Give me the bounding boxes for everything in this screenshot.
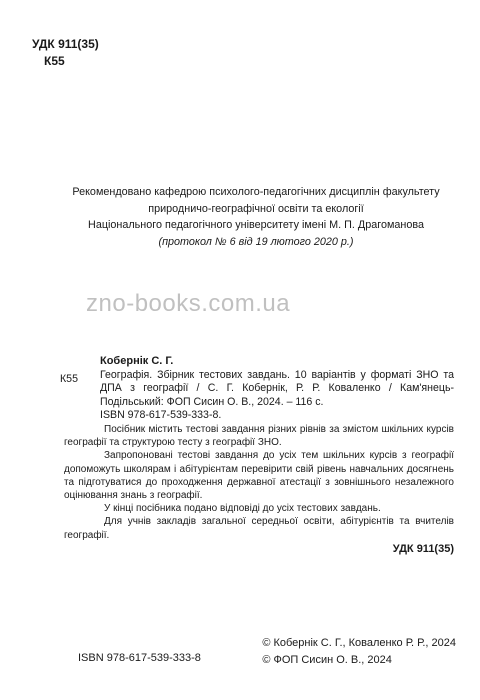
isbn-line: ISBN 978-617-539-333-8. xyxy=(100,409,222,422)
bibliographic-record xyxy=(60,355,454,556)
annotation-paragraph-1: Посібник містить тестові завдання різних рівнів за змістом шкільних курсів географії та структурою тесту з географії ЗНО. xyxy=(64,423,454,449)
recommendation-line-3: Національного педагогічного університету імені М. П. Драгоманова xyxy=(88,219,424,231)
copyright-authors: © Кобернік С. Г., Коваленко Р. Р., 2024 xyxy=(262,637,456,649)
bibliographic-description: Географія. Збірник тестових завдань. 10 варіантів у форматі ЗНО та ДПА з географії / С. Г. Кобернік, Р. Р. Коваленко / Кам'янець-Подільський: ФОП Сисин О. В., 2024. – 116 с. xyxy=(100,368,454,408)
watermark: zno-books.com.ua xyxy=(86,290,291,317)
copyright-block xyxy=(262,635,456,669)
author-name: Кобернік С. Г. xyxy=(100,355,174,367)
footer-isbn: ISBN 978-617-539-333-8 xyxy=(78,652,201,664)
annotation-paragraph-3: У кінці посібника подано відповіді до усіх тестових завдань. xyxy=(104,503,381,515)
copyright-publisher: © ФОП Сисин О. В., 2024 xyxy=(262,654,392,666)
author-index: К55 xyxy=(44,54,65,68)
udk-code-bottom: УДК 911(35) xyxy=(392,542,454,555)
annotation-paragraph-2: Запропоновані тестові завдання до усіх тем шкільних курсів з географії допоможуть школярам і абітурієнтам перевірити свій рівень навчальних досягнень та підготуватися до проходження державної атестації з зовнішнього незалежного оцінювання знань з географії. xyxy=(64,450,454,501)
annotation-paragraph-4: Для учнів закладів загальної середньої освіти, абітурієнтів та вчителів географії. xyxy=(64,516,454,541)
recommendation-line-2: природничо-географічної освіти та екології xyxy=(148,202,364,215)
protocol-note: (протокол № 6 від 19 лютого 2020 р.) xyxy=(158,235,354,248)
udk-header xyxy=(32,36,99,70)
bibliography-index: К55 xyxy=(60,373,78,385)
recommendation-line-1: Рекомендовано кафедрою психолого-педагогічних дисциплін факультету xyxy=(72,186,440,198)
recommendation-block xyxy=(60,184,452,250)
udk-code: УДК 911(35) xyxy=(32,37,99,51)
